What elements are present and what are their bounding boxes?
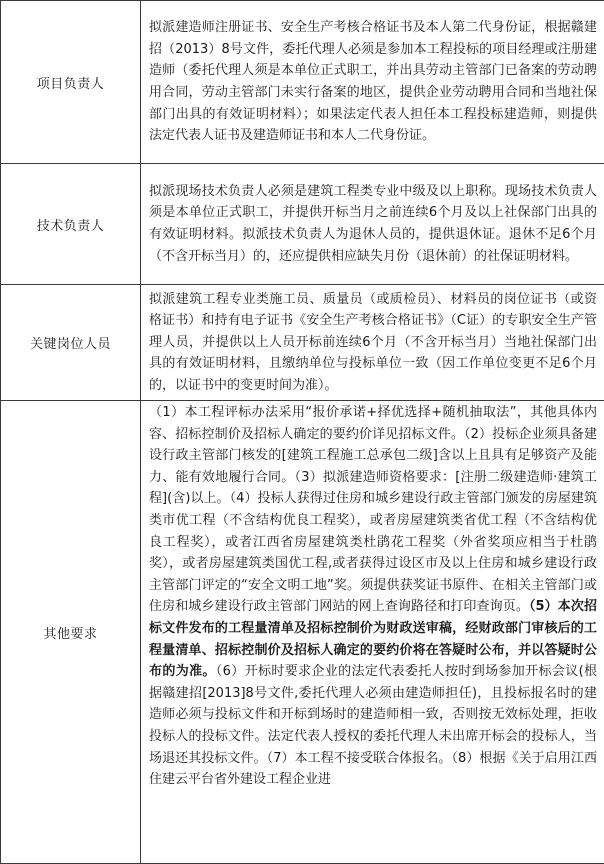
table-row-project-manager bbox=[1, 1, 604, 164]
table-row-key-personnel bbox=[1, 285, 604, 401]
row-content-project-manager: 拟派建造师注册证书、安全生产考核合格证书及本人第二代身份证，根据赣建招（2013）8号文件，委托代理人必须是参加本工程投标的项目经理或注册建造师（委托代理人须是本单位正式职工，并出具劳动主管部门已备案的劳动聘用合同，劳动主管部门未实行备案的地区，提供企业劳动聘用合同和当地社保部门出具的有效证明材料）；如果法定代表人担任本工程投标建造师，则提供法定代表人证书及建造师证书和本人二代身份证。 bbox=[141, 1, 604, 164]
other-requirements-part-1: （1）本工程评标办法采用“报价承诺+择优选择+随机抽取法”，其他具体内容、招标控制价及招标人确定的要约价详见招标文件。（2）投标企业须具备建设行政主管部门核发的[建筑工程施工总承包二级]含以上且具有足够资产及能力、能有效地履行合同。（3）拟派建造师资格要求：[注册二级建造师·建筑工程](含)以上。（4）投标人获得过住房和城乡建设行政主管部门颁发的房屋建筑类市优工程（不含结构优良工程奖），或者房屋建筑类省优工程（不含结构优良工程奖），或者江西省房屋建筑类杜鹃花工程奖（外省奖项应相当于杜鹃奖），或者房屋建筑类国优工程,或者获得过设区市及以上住房和城乡建设行政主管部门评定的“安全文明工地”奖。须提供获奖证书原件、在相关主管部门或住房和城乡建设行政主管部门网站的网上查询路径和打印查询页。 bbox=[149, 405, 597, 614]
table-row-other-requirements bbox=[1, 401, 604, 864]
row-label-project-manager: 项目负责人 bbox=[1, 1, 141, 164]
table-row-technical-lead bbox=[1, 164, 604, 285]
row-content-technical-lead: 拟派现场技术负责人必须是建筑工程类专业中级及以上职称。现场技术负责人须是本单位正式职工，并提供开标当月之前连续6个月及以上社保部门出具的有效证明材料。拟派技术负责人为退休人员的，提供退休证。退休不足6个月（不含开标当月）的，还应提供相应缺失月份（退休前）的社保证明材料。 bbox=[141, 164, 604, 285]
row-label-key-personnel: 关键岗位人员 bbox=[1, 285, 141, 401]
other-requirements-part-2: （6）开标时要求企业的法定代表委托人按时到场参加开标会议(根据赣建招[2013]8号文件,委托代理人必须由建造师担任)，且投标报名时的建造师必须与投标文件和开标到场时的建造师相一致，否则按无效标处理，拒收投标人的投标文件。法定代表人授权的委托代理人未出席开标会的投标人，当场退还其投标文件。（7）本工程不接受联合体报名。（8）根据《关于启用江西住建云平台省外建设工程企业进 bbox=[149, 664, 597, 787]
row-content-key-personnel: 拟派建筑工程专业类施工员、质量员（或质检员）、材料员的岗位证书（或资格证书）和持有电子证书《安全生产考核合格证书》（C证）的专职安全生产管理人员，并提供以上人员开标前连续6个月（不含开标当月）当地社保部门出具的有效证明材料，且缴纳单位与投标单位一致（因工作单位变更不足6个月的，以证书中的变更时间为准）。 bbox=[141, 285, 604, 401]
row-content-other-requirements bbox=[141, 401, 604, 864]
other-requirements-bold-notice: （5）本次招标文件发布的工程量清单及招标控制价为财政送审稿，经财政部门审核后的工程量清单、招标控制价及招标人确定的要约价将在答疑时公布，并以答疑时公布的为准。 bbox=[149, 599, 597, 679]
other-requirements-text bbox=[149, 402, 597, 840]
row-label-other-requirements: 其他要求 bbox=[1, 401, 141, 864]
row-label-technical-lead: 技术负责人 bbox=[1, 164, 141, 285]
